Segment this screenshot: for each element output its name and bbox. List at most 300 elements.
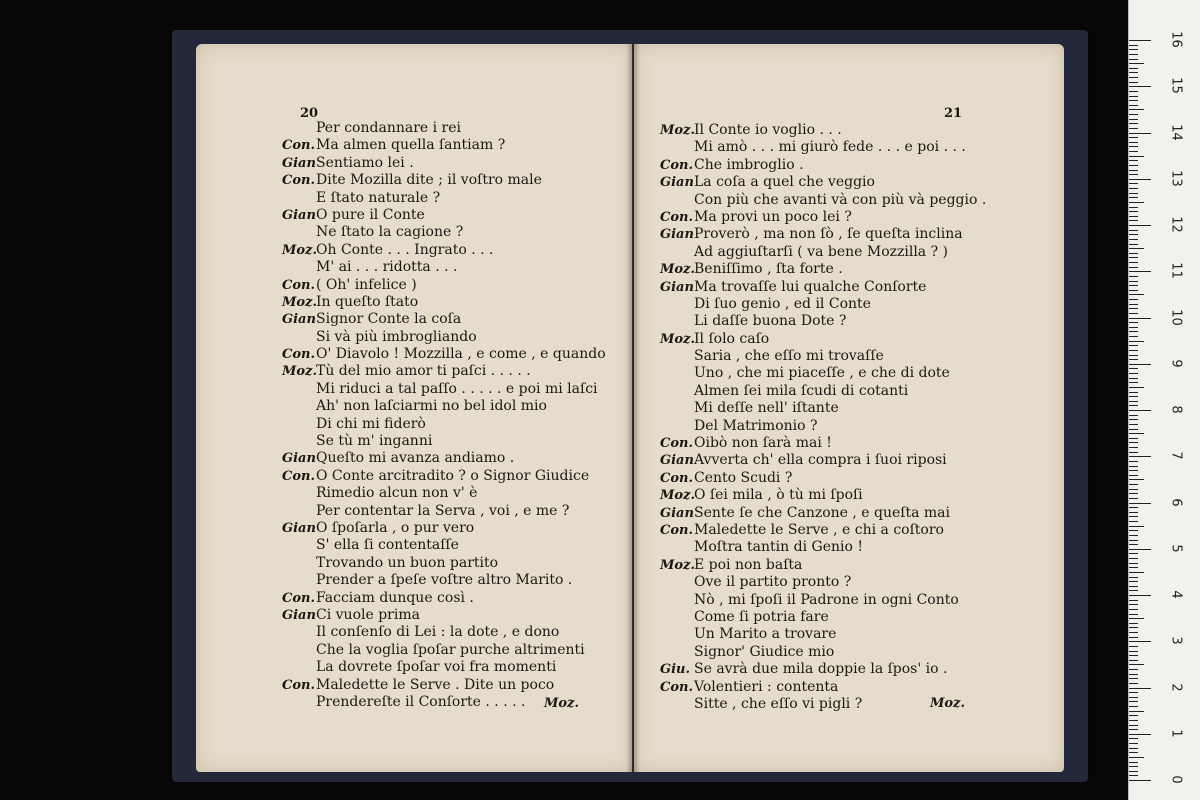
text-line xyxy=(282,642,606,659)
ruler-minor-tick xyxy=(1129,715,1138,716)
line-text: Del Matrimonio ? xyxy=(694,417,818,434)
ruler-minor-tick xyxy=(1129,142,1138,143)
ruler-minor-tick xyxy=(1129,493,1138,494)
ruler-minor-tick xyxy=(1129,100,1138,101)
ruler-minor-tick xyxy=(1129,378,1138,379)
ruler-minor-tick xyxy=(1129,68,1138,69)
text-line xyxy=(282,120,606,137)
text-line xyxy=(282,607,606,624)
ruler-minor-tick xyxy=(1129,387,1144,388)
line-text: Con più che avanti và con più và peggio . xyxy=(694,191,987,208)
text-line xyxy=(660,679,986,696)
text-line xyxy=(660,331,986,348)
ruler-label: 14 xyxy=(1168,123,1184,141)
text-line xyxy=(660,644,986,661)
ruler-minor-tick xyxy=(1129,748,1138,749)
ruler-major-tick xyxy=(1129,456,1151,457)
ruler-minor-tick xyxy=(1129,725,1138,726)
ruler-minor-tick xyxy=(1129,156,1144,157)
ruler-major-tick xyxy=(1129,688,1151,689)
ruler-minor-tick xyxy=(1129,49,1138,50)
ruler-major-tick xyxy=(1129,549,1151,550)
line-text: Nò , mi ſpoſi il Padrone in ogni Conto xyxy=(694,591,959,608)
ruler-major-tick xyxy=(1129,641,1151,642)
ruler-minor-tick xyxy=(1129,128,1138,129)
ruler-minor-tick xyxy=(1129,230,1138,231)
ruler-minor-tick xyxy=(1129,581,1138,582)
ruler-minor-tick xyxy=(1129,382,1138,383)
line-text: Maledette le Serve , e chi a coſtoro xyxy=(694,521,944,538)
line-text: Ove il partito pronto ? xyxy=(694,574,852,591)
text-line xyxy=(282,277,606,294)
text-line xyxy=(282,590,606,607)
text-line xyxy=(660,192,986,209)
ruler-minor-tick xyxy=(1129,72,1138,73)
book-gutter xyxy=(626,44,640,772)
ruler-minor-tick xyxy=(1129,752,1138,753)
ruler-minor-tick xyxy=(1129,711,1144,712)
text-line xyxy=(660,661,986,678)
line-text: La coſa a quel che veggio xyxy=(694,174,875,191)
ruler-minor-tick xyxy=(1129,165,1138,166)
text-line xyxy=(660,157,986,174)
line-text: Ma almen quella ſantiam ? xyxy=(316,137,506,154)
ruler-minor-tick xyxy=(1129,757,1144,758)
speaker-label: Con. xyxy=(282,138,315,154)
ruler-minor-tick xyxy=(1129,276,1138,277)
line-text: Ma provi un poco lei ? xyxy=(694,208,852,225)
ruler-major-tick xyxy=(1129,410,1151,411)
line-text: Sente ſe che Canzone , e queſta mai xyxy=(694,504,950,521)
line-text: Di chi mi fiderò xyxy=(316,415,426,432)
ruler-minor-tick xyxy=(1129,738,1138,739)
text-line xyxy=(282,398,606,415)
speaker-label: Con. xyxy=(660,470,693,486)
ruler-minor-tick xyxy=(1129,507,1138,508)
text-line xyxy=(282,329,606,346)
text-line xyxy=(660,557,986,574)
ruler-minor-tick xyxy=(1129,355,1138,356)
line-text: Di ſuo genio , ed il Conte xyxy=(694,295,871,312)
ruler-minor-tick xyxy=(1129,558,1138,559)
text-line xyxy=(660,539,986,556)
ruler-minor-tick xyxy=(1129,308,1138,309)
speaker-label: Gian xyxy=(282,607,316,623)
line-text: Tù del mio amor ti paſci . . . . . xyxy=(316,363,531,380)
ruler-label: 10 xyxy=(1168,308,1184,326)
ruler-minor-tick xyxy=(1129,373,1138,374)
ruler-minor-tick xyxy=(1129,701,1138,702)
text-line xyxy=(282,677,606,694)
ruler-minor-tick xyxy=(1129,729,1138,730)
line-text: Se avrà due mila doppie la ſpos' io . xyxy=(694,661,948,678)
line-text: S' ella ſi contentaſſe xyxy=(316,537,459,554)
ruler-minor-tick xyxy=(1129,743,1138,744)
ruler-minor-tick xyxy=(1129,253,1138,254)
text-line xyxy=(282,155,606,172)
line-text: Facciam dunque così . xyxy=(316,589,474,606)
text-line xyxy=(660,226,986,243)
ruler-minor-tick xyxy=(1129,553,1138,554)
ruler-minor-tick xyxy=(1129,697,1138,698)
line-text: Maledette le Serve . Dite un poco xyxy=(316,676,555,693)
text-line xyxy=(282,624,606,641)
ruler-minor-tick xyxy=(1129,244,1138,245)
ruler-minor-tick xyxy=(1129,304,1138,305)
ruler-label: 1 xyxy=(1168,729,1184,738)
speaker-label: Con. xyxy=(660,157,693,173)
line-text: Oibò non ſarà mai ! xyxy=(694,435,832,452)
text-line xyxy=(282,363,606,380)
ruler-minor-tick xyxy=(1129,452,1138,453)
line-text: Trovando un buon partito xyxy=(316,554,499,571)
ruler-minor-tick xyxy=(1129,234,1138,235)
ruler-minor-tick xyxy=(1129,678,1138,679)
speaker-label: Gian xyxy=(282,207,316,223)
left-page-text xyxy=(282,120,606,711)
ruler-major-tick xyxy=(1129,595,1151,596)
ruler-minor-tick xyxy=(1129,572,1144,573)
ruler-minor-tick xyxy=(1129,359,1138,360)
ruler-minor-tick xyxy=(1129,600,1138,601)
ruler-major-tick xyxy=(1129,271,1151,272)
ruler-minor-tick xyxy=(1129,77,1138,78)
line-text: Cento Scudi ? xyxy=(694,469,793,486)
ruler-minor-tick xyxy=(1129,692,1138,693)
ruler-label: 11 xyxy=(1168,262,1184,280)
ruler-minor-tick xyxy=(1129,470,1138,471)
text-line xyxy=(282,259,606,276)
line-text: E poi non baſta xyxy=(694,556,803,573)
line-text: O' Diavolo ! Mozzilla , e come , e quando xyxy=(316,346,606,363)
line-text: Proverò , ma non ſò , ſe queſta inclina xyxy=(694,226,963,243)
line-text: Almen ſei mila ſcudi di cotanti xyxy=(694,382,909,399)
line-text: O Conte arcitradito ? o Signor Giudice xyxy=(316,467,590,484)
ruler-minor-tick xyxy=(1129,683,1138,684)
line-text: Avverta ch' ella compra i ſuoi riposi xyxy=(694,452,947,469)
ruler-minor-tick xyxy=(1129,331,1138,332)
text-line xyxy=(282,224,606,241)
ruler-minor-tick xyxy=(1129,706,1138,707)
ruler-minor-tick xyxy=(1129,336,1138,337)
ruler-label: 0 xyxy=(1168,775,1184,784)
speaker-label: Con. xyxy=(282,590,315,606)
ruler-minor-tick xyxy=(1129,651,1138,652)
line-text: Saria , che eſſo mi trovaſſe xyxy=(694,348,884,365)
line-text: O ſpoſarla , o pur vero xyxy=(316,519,475,536)
line-text: Ah' non laſciarmi no bel idol mio xyxy=(316,398,547,415)
ruler-label: 6 xyxy=(1168,497,1184,507)
line-text: E ſtato naturale ? xyxy=(316,189,441,206)
ruler-label: 2 xyxy=(1168,682,1184,692)
line-text: Che la voglia ſpoſar purche altrimenti xyxy=(316,641,585,658)
text-line xyxy=(282,381,606,398)
ruler-minor-tick xyxy=(1129,660,1138,661)
ruler-minor-tick xyxy=(1129,433,1144,434)
text-line xyxy=(282,555,606,572)
speaker-label: Gian xyxy=(282,312,316,328)
line-text: Si và più imbrogliando xyxy=(316,328,477,345)
line-text: Mi amò . . . mi giurò fede . . . e poi . . . xyxy=(694,139,966,156)
ruler-label: 7 xyxy=(1168,451,1184,460)
text-line xyxy=(660,279,986,296)
ruler-minor-tick xyxy=(1129,91,1138,92)
left-page xyxy=(196,44,632,772)
ruler-minor-tick xyxy=(1129,96,1138,97)
line-text: Mi deſſe nell' iſtante xyxy=(694,400,839,417)
ruler-minor-tick xyxy=(1129,327,1138,328)
speaker-label: Moz. xyxy=(660,331,695,347)
ruler-minor-tick xyxy=(1129,396,1138,397)
speaker-label: Con. xyxy=(660,209,693,225)
line-text: Sentiamo lei . xyxy=(316,154,414,171)
ruler-major-tick xyxy=(1129,734,1151,735)
ruler-minor-tick xyxy=(1129,632,1138,633)
text-line xyxy=(282,520,606,537)
ruler-minor-tick xyxy=(1129,720,1138,721)
text-line xyxy=(282,242,606,259)
ruler-minor-tick xyxy=(1129,322,1138,323)
line-text: In queſto ſtato xyxy=(316,293,419,310)
ruler-minor-tick xyxy=(1129,563,1138,564)
line-text: Moſtra tantin di Genio ! xyxy=(694,539,863,556)
right-page-text xyxy=(660,122,986,713)
ruler-minor-tick xyxy=(1129,424,1138,425)
speaker-label: Con. xyxy=(282,677,315,693)
ruler-minor-tick xyxy=(1129,137,1138,138)
text-line xyxy=(282,207,606,224)
line-text: Uno , che mi piaceſſe , e che di dote xyxy=(694,365,950,382)
text-line xyxy=(282,659,606,676)
ruler-major-tick xyxy=(1129,86,1151,87)
ruler-major-tick xyxy=(1129,133,1151,134)
ruler-minor-tick xyxy=(1129,170,1138,171)
text-line xyxy=(660,505,986,522)
ruler-major-tick xyxy=(1129,503,1151,504)
speaker-label: Moz. xyxy=(660,262,695,278)
line-text: Oh Conte . . . Ingrato . . . xyxy=(316,241,494,258)
ruler-minor-tick xyxy=(1129,59,1138,60)
text-line xyxy=(282,294,606,311)
ruler-minor-tick xyxy=(1129,109,1144,110)
line-text: Il conſenſo di Lei : la dote , e dono xyxy=(316,624,560,641)
ruler-minor-tick xyxy=(1129,627,1138,628)
ruler-minor-tick xyxy=(1129,489,1138,490)
text-line xyxy=(660,209,986,226)
speaker-label: Con. xyxy=(660,436,693,452)
ruler-minor-tick xyxy=(1129,114,1138,115)
line-text: M' ai . . . ridotta . . . xyxy=(316,259,458,276)
speaker-label: Con. xyxy=(660,679,693,695)
ruler-minor-tick xyxy=(1129,479,1144,480)
ruler-minor-tick xyxy=(1129,775,1138,776)
ruler-minor-tick xyxy=(1129,466,1138,467)
ruler-minor-tick xyxy=(1129,290,1138,291)
ruler-minor-tick xyxy=(1129,623,1138,624)
text-line xyxy=(660,452,986,469)
line-text: Signor' Giudice mio xyxy=(694,643,835,660)
ruler-minor-tick xyxy=(1129,618,1144,619)
speaker-label: Gian xyxy=(660,279,694,295)
speaker-label: Con. xyxy=(660,522,693,538)
ruler-minor-tick xyxy=(1129,526,1144,527)
line-text: Che imbroglio . xyxy=(694,156,804,173)
ruler-minor-tick xyxy=(1129,63,1144,64)
ruler-minor-tick xyxy=(1129,637,1138,638)
ruler-minor-tick xyxy=(1129,609,1138,610)
ruler-minor-tick xyxy=(1129,197,1138,198)
text-line xyxy=(282,572,606,589)
speaker-label: Gian xyxy=(282,520,316,536)
text-line xyxy=(660,574,986,591)
ruler-major-tick xyxy=(1129,364,1151,365)
text-line xyxy=(282,311,606,328)
line-text: Se tù m' inganni xyxy=(316,433,433,450)
line-text: Beniſſimo , ſta forte . xyxy=(694,261,843,278)
ruler-minor-tick xyxy=(1129,211,1138,212)
text-line xyxy=(660,174,986,191)
text-line xyxy=(660,139,986,156)
speaker-label: Gian xyxy=(660,453,694,469)
ruler-minor-tick xyxy=(1129,405,1138,406)
ruler-minor-tick xyxy=(1129,540,1138,541)
ruler-major-tick xyxy=(1129,780,1151,781)
speaker-label: Gian xyxy=(660,505,694,521)
speaker-label: Con. xyxy=(282,173,315,189)
text-line xyxy=(282,346,606,363)
ruler-minor-tick xyxy=(1129,82,1138,83)
ruler-minor-tick xyxy=(1129,119,1138,120)
text-line xyxy=(660,609,986,626)
ruler-minor-tick xyxy=(1129,285,1138,286)
ruler-minor-tick xyxy=(1129,54,1138,55)
text-line xyxy=(660,626,986,643)
ruler-minor-tick xyxy=(1129,535,1138,536)
speaker-label: Moz. xyxy=(660,557,695,573)
text-line xyxy=(660,296,986,313)
text-line xyxy=(660,400,986,417)
ruler-minor-tick xyxy=(1129,313,1138,314)
ruler-minor-tick xyxy=(1129,669,1138,670)
right-page xyxy=(634,44,1064,772)
speaker-label: Con. xyxy=(282,347,315,363)
ruler-minor-tick xyxy=(1129,146,1138,147)
ruler-minor-tick xyxy=(1129,590,1138,591)
ruler-major-tick xyxy=(1129,179,1151,180)
line-text: Il ſolo caſo xyxy=(694,330,770,347)
line-text: Prender a ſpeſe voſtre altro Marito . xyxy=(316,572,573,589)
line-text: Queſto mi avanza andiamo . xyxy=(316,450,515,467)
text-line xyxy=(282,485,606,502)
ruler-minor-tick xyxy=(1129,655,1138,656)
text-line xyxy=(282,468,606,485)
ruler-minor-tick xyxy=(1129,151,1138,152)
line-text: Ad aggiuſtarſi ( va bene Mozzilla ? ) xyxy=(694,243,949,260)
line-text: Il Conte io voglio . . . xyxy=(694,122,842,138)
ruler-minor-tick xyxy=(1129,45,1138,46)
ruler-minor-tick xyxy=(1129,160,1138,161)
ruler-minor-tick xyxy=(1129,512,1138,513)
text-line xyxy=(660,122,986,139)
text-line xyxy=(282,172,606,189)
line-text: Ma trovaſſe lui qualche Conſorte xyxy=(694,278,927,295)
speaker-label: Con. xyxy=(282,277,315,293)
text-line xyxy=(660,383,986,400)
ruler-minor-tick xyxy=(1129,248,1144,249)
ruler-minor-tick xyxy=(1129,447,1138,448)
ruler-minor-tick xyxy=(1129,442,1138,443)
ruler-minor-tick xyxy=(1129,438,1138,439)
ruler-minor-tick xyxy=(1129,766,1138,767)
speaker-label: Con. xyxy=(282,468,315,484)
ruler-minor-tick xyxy=(1129,521,1138,522)
line-text: Un Marito a trovare xyxy=(694,626,837,643)
line-text: Mi riduci a tal paſſo . . . . . e poi mi laſci xyxy=(316,380,598,397)
line-text: Per condannare i rei xyxy=(316,120,462,136)
ruler-minor-tick xyxy=(1129,429,1138,430)
speaker-label: Gian xyxy=(660,175,694,191)
ruler-label: 15 xyxy=(1168,77,1184,95)
ruler-minor-tick xyxy=(1129,484,1138,485)
ruler-minor-tick xyxy=(1129,105,1138,106)
text-line xyxy=(282,416,606,433)
text-line xyxy=(282,190,606,207)
ruler-minor-tick xyxy=(1129,475,1138,476)
ruler-minor-tick xyxy=(1129,771,1138,772)
ruler-minor-tick xyxy=(1129,262,1138,263)
ruler-minor-tick xyxy=(1129,257,1138,258)
ruler-label: 3 xyxy=(1168,636,1184,645)
line-text: Dite Mozilla dite ; il voſtro male xyxy=(316,172,542,189)
line-text: Signor Conte la coſa xyxy=(316,311,462,328)
ruler-minor-tick xyxy=(1129,530,1138,531)
line-text: Li daſſe buona Dote ? xyxy=(694,313,847,330)
ruler-minor-tick xyxy=(1129,461,1138,462)
line-text: O pure il Conte xyxy=(316,206,425,223)
ruler-label: 4 xyxy=(1168,590,1184,599)
ruler-minor-tick xyxy=(1129,392,1138,393)
line-text: Rimedio alcun non v' è xyxy=(316,485,478,502)
left-page-number: 20 xyxy=(300,106,319,121)
ruler-minor-tick xyxy=(1129,586,1138,587)
text-line xyxy=(660,244,986,261)
ruler-minor-tick xyxy=(1129,216,1138,217)
ruler-label: 5 xyxy=(1168,544,1184,553)
line-text: Ci vuole prima xyxy=(316,606,420,623)
speaker-label: Gian xyxy=(282,155,316,171)
line-text: O ſei mila , ò tù mi ſpoſi xyxy=(694,487,863,504)
ruler-label: 12 xyxy=(1168,216,1184,233)
speaker-label: Moz. xyxy=(282,364,317,380)
ruler-minor-tick xyxy=(1129,604,1138,605)
ruler-minor-tick xyxy=(1129,188,1138,189)
right-catchword: Moz. xyxy=(930,696,965,711)
speaker-label: Moz. xyxy=(282,242,317,258)
ruler-minor-tick xyxy=(1129,202,1144,203)
line-text: Ne ſtato la cagione ? xyxy=(316,224,464,241)
text-line xyxy=(660,418,986,435)
text-line xyxy=(660,365,986,382)
speaker-label: Moz. xyxy=(660,488,695,504)
ruler-major-tick xyxy=(1129,40,1151,41)
line-text: ( Oh' infelice ) xyxy=(316,276,417,293)
text-line xyxy=(660,470,986,487)
left-catchword: Moz. xyxy=(544,696,579,711)
ruler-minor-tick xyxy=(1129,368,1138,369)
ruler-minor-tick xyxy=(1129,415,1138,416)
text-line xyxy=(660,348,986,365)
text-line xyxy=(660,435,986,452)
